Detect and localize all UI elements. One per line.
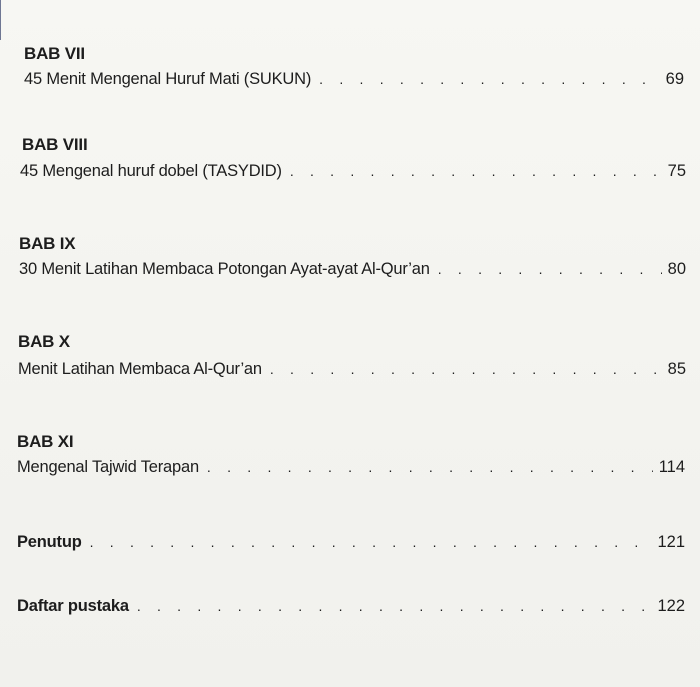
toc-entry: [19, 260, 686, 279]
toc-entry-title: Penutup: [17, 533, 82, 551]
dot-leader: [319, 71, 659, 87]
toc-entry-title: 30 Menit Latihan Membaca Potongan Ayat-ayat Al-Qur’an: [19, 260, 430, 278]
toc-entry-title: 45 Menit Mengenal Huruf Mati (SUKUN): [24, 70, 312, 88]
toc-entry-title: 45 Mengenal huruf dobel (TASYDID): [20, 162, 282, 180]
toc-entry: [24, 70, 684, 89]
dot-leader: [290, 163, 662, 179]
toc-entry-closing: [17, 533, 685, 552]
toc-entry-title: Daftar pustaka: [17, 597, 129, 615]
toc-page-number: 75: [667, 162, 686, 180]
toc-entry: [20, 162, 686, 181]
dot-leader: [270, 361, 662, 377]
toc-page-number: 85: [667, 360, 686, 378]
toc-entry-title: Mengenal Tajwid Terapan: [17, 458, 199, 476]
toc-page-number: 114: [658, 458, 685, 476]
toc-page-number: 80: [667, 260, 686, 278]
dot-leader: [90, 534, 652, 550]
toc-entry: [18, 360, 686, 379]
dot-leader: [207, 459, 653, 475]
chapter-heading: BAB VII: [24, 44, 85, 63]
toc-page-number: 121: [657, 533, 685, 551]
chapter-heading: BAB VIII: [22, 135, 88, 154]
chapter-heading: BAB X: [18, 332, 70, 351]
toc-entry-bibliography: [17, 597, 685, 616]
dot-leader: [438, 261, 662, 277]
toc-page-number: 69: [665, 70, 684, 88]
toc-entry: [17, 458, 685, 477]
chapter-heading: BAB XI: [17, 432, 74, 451]
toc-entry-title: Menit Latihan Membaca Al-Qur’an: [18, 360, 262, 378]
toc-page-number: 122: [657, 597, 685, 615]
chapter-heading: BAB IX: [19, 234, 76, 253]
binding-edge: [0, 0, 9, 40]
dot-leader: [137, 598, 652, 614]
